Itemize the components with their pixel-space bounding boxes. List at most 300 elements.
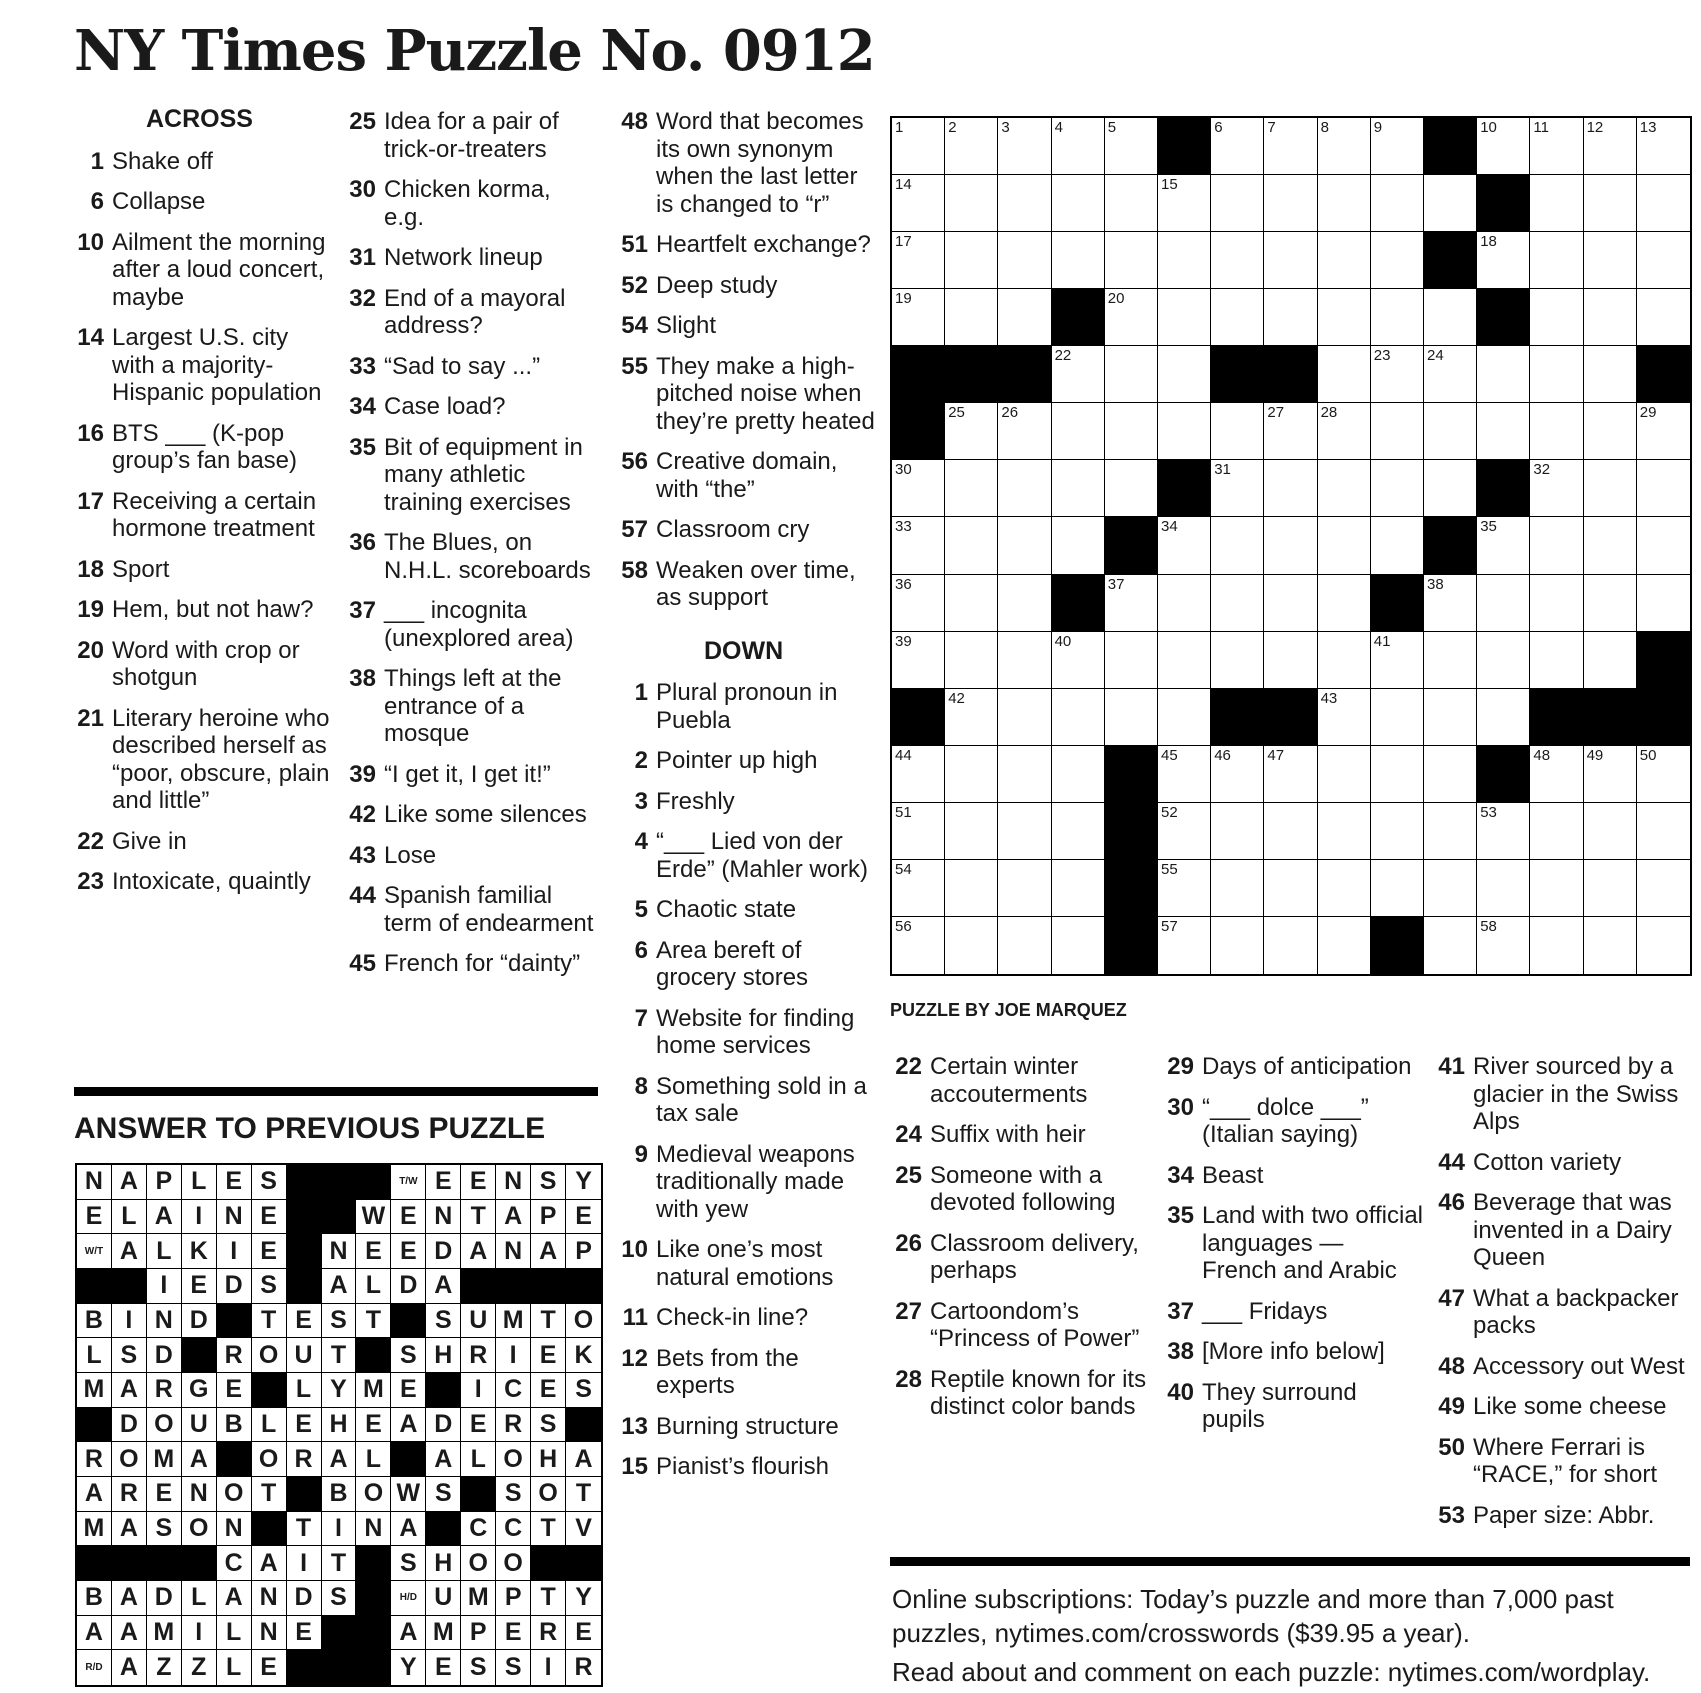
grid-cell[interactable] (1052, 632, 1105, 689)
grid-cell[interactable] (998, 460, 1051, 517)
grid-cell[interactable] (1584, 232, 1637, 289)
grid-cell[interactable] (1530, 860, 1583, 917)
answer-cell (77, 1650, 112, 1685)
grid-cell[interactable] (1158, 289, 1211, 346)
clue-item[interactable] (344, 842, 596, 870)
answer-letter: I (160, 1271, 168, 1300)
grid-cell[interactable] (1530, 289, 1583, 346)
clue-item[interactable] (616, 1304, 876, 1332)
clue-item[interactable] (616, 557, 876, 612)
grid-cell[interactable] (1637, 175, 1690, 232)
grid-cell[interactable] (1530, 517, 1583, 574)
clue-number: 55 (621, 352, 648, 380)
grid-cell[interactable] (1477, 346, 1530, 403)
clue-item[interactable] (616, 747, 876, 775)
grid-cell[interactable] (1424, 917, 1477, 974)
grid-cell[interactable] (998, 517, 1051, 574)
grid-cell[interactable] (1371, 632, 1424, 689)
grid-cell[interactable] (1105, 289, 1158, 346)
grid-cell[interactable] (1477, 917, 1530, 974)
answer-cell (426, 1234, 461, 1269)
grid-cell[interactable] (1584, 289, 1637, 346)
grid-cell[interactable] (1264, 803, 1317, 860)
clue-item[interactable] (1162, 1094, 1424, 1149)
clue-item[interactable] (1433, 1434, 1695, 1489)
answer-letter: Y (330, 1375, 347, 1404)
grid-cell[interactable] (1318, 346, 1371, 403)
grid-cell[interactable] (1264, 860, 1317, 917)
clue-item[interactable] (616, 1453, 876, 1481)
grid-cell[interactable] (1424, 289, 1477, 346)
grid-cell[interactable] (1264, 746, 1317, 803)
grid-cell[interactable] (1318, 118, 1371, 175)
clue-item[interactable] (616, 896, 876, 924)
grid-cell[interactable] (1637, 403, 1690, 460)
answer-letter: M (502, 1305, 524, 1334)
grid-cell[interactable] (998, 860, 1051, 917)
grid-cell[interactable] (1318, 175, 1371, 232)
grid-cell[interactable] (1530, 575, 1583, 632)
grid-cell[interactable] (945, 289, 998, 346)
grid-cell[interactable] (1052, 689, 1105, 746)
grid-cell[interactable] (1530, 460, 1583, 517)
grid-cell[interactable] (1264, 632, 1317, 689)
clue-item[interactable] (616, 1141, 876, 1224)
clue-item[interactable] (1162, 1338, 1424, 1366)
grid-cell[interactable] (1637, 575, 1690, 632)
grid-cell[interactable] (945, 917, 998, 974)
grid-cell[interactable] (945, 517, 998, 574)
clue-item[interactable] (344, 950, 596, 978)
clue-item[interactable] (1162, 1379, 1424, 1434)
grid-cell[interactable] (1584, 460, 1637, 517)
grid-cell[interactable] (1105, 632, 1158, 689)
grid-cell[interactable] (945, 689, 998, 746)
grid-cell[interactable] (998, 803, 1051, 860)
grid-cell[interactable] (1584, 632, 1637, 689)
clue-item[interactable] (616, 1073, 876, 1128)
clue-item[interactable] (344, 434, 596, 517)
grid-cell[interactable] (1158, 517, 1211, 574)
grid-cell[interactable] (1318, 689, 1371, 746)
grid-cell[interactable] (1052, 403, 1105, 460)
clue-item[interactable] (344, 882, 596, 937)
grid-cell[interactable] (1371, 232, 1424, 289)
grid-cell[interactable] (1318, 803, 1371, 860)
clue-item[interactable] (1433, 1353, 1695, 1381)
clue-item[interactable] (74, 148, 336, 176)
grid-cell[interactable] (1264, 232, 1317, 289)
clue-item[interactable] (344, 597, 596, 652)
grid-cell[interactable] (1371, 860, 1424, 917)
grid-cell[interactable] (1477, 689, 1530, 746)
grid-cell[interactable] (1052, 232, 1105, 289)
grid-cell[interactable] (1105, 175, 1158, 232)
grid-cell[interactable] (1371, 175, 1424, 232)
grid-cell[interactable] (892, 289, 945, 346)
grid-cell[interactable] (892, 746, 945, 803)
grid-cell[interactable] (1318, 860, 1371, 917)
grid-cell[interactable] (1584, 175, 1637, 232)
grid-cell[interactable] (1105, 575, 1158, 632)
grid-cell[interactable] (1424, 460, 1477, 517)
clue-item[interactable] (344, 761, 596, 789)
grid-cell[interactable] (1211, 860, 1264, 917)
grid-cell[interactable] (998, 118, 1051, 175)
grid-cell[interactable] (1424, 632, 1477, 689)
grid-cell[interactable] (1211, 460, 1264, 517)
grid-cell[interactable] (1530, 175, 1583, 232)
grid-cell[interactable] (1318, 746, 1371, 803)
grid-cell[interactable] (1637, 860, 1690, 917)
grid-cell[interactable] (892, 575, 945, 632)
clue-item[interactable] (344, 353, 596, 381)
grid-cell[interactable] (892, 232, 945, 289)
clue-item[interactable] (344, 285, 596, 340)
clue-item[interactable] (74, 828, 336, 856)
clue-item[interactable] (74, 556, 336, 584)
grid-cell[interactable] (1637, 289, 1690, 346)
grid-cell[interactable] (1318, 517, 1371, 574)
answer-letter: I (230, 1236, 238, 1265)
clue-item[interactable] (616, 828, 876, 883)
grid-cell[interactable] (892, 460, 945, 517)
grid-cell[interactable] (1477, 517, 1530, 574)
clue-item[interactable] (344, 176, 596, 231)
grid-cell[interactable] (1637, 803, 1690, 860)
clue-number: 56 (621, 448, 648, 475)
grid-cell[interactable] (945, 175, 998, 232)
grid-cell[interactable] (1158, 689, 1211, 746)
grid-cell[interactable] (1371, 346, 1424, 403)
grid-cell[interactable] (1211, 746, 1264, 803)
grid-cell[interactable] (1318, 917, 1371, 974)
clue-item[interactable] (616, 1236, 876, 1291)
clue-item[interactable] (616, 516, 876, 544)
clue-item[interactable] (1433, 1285, 1695, 1340)
grid-cell[interactable] (1424, 346, 1477, 403)
grid-cell[interactable] (1158, 860, 1211, 917)
answer-cell (566, 1616, 601, 1651)
grid-cell[interactable] (1584, 575, 1637, 632)
clue-item[interactable] (74, 420, 336, 475)
clue-item[interactable] (1162, 1298, 1424, 1326)
clue-item[interactable] (890, 1230, 1152, 1285)
grid-cell[interactable] (1052, 517, 1105, 574)
grid-cell[interactable] (1318, 289, 1371, 346)
clue-text: Literary heroine who described herself as “poor, obscure, plain and little” (112, 704, 330, 814)
grid-cell[interactable] (945, 460, 998, 517)
grid-cell[interactable] (1211, 575, 1264, 632)
grid-cell[interactable] (1584, 403, 1637, 460)
grid-cell[interactable] (1584, 860, 1637, 917)
grid-cell[interactable] (1318, 575, 1371, 632)
grid-cell[interactable] (998, 289, 1051, 346)
grid-cell[interactable] (892, 517, 945, 574)
answer-cell (461, 1442, 496, 1477)
grid-cell[interactable] (998, 575, 1051, 632)
grid-cell[interactable] (1371, 517, 1424, 574)
grid-cell[interactable] (998, 746, 1051, 803)
grid-cell[interactable] (998, 689, 1051, 746)
grid-cell[interactable] (1477, 860, 1530, 917)
grid-cell[interactable] (1052, 118, 1105, 175)
clue-item[interactable] (616, 788, 876, 816)
clue-item[interactable] (616, 312, 876, 340)
grid-cell[interactable] (1052, 460, 1105, 517)
answer-letter: L (365, 1271, 382, 1300)
grid-cell[interactable] (1530, 232, 1583, 289)
grid-cell[interactable] (1637, 232, 1690, 289)
grid-cell[interactable] (1637, 460, 1690, 517)
answer-cell (217, 1234, 252, 1269)
grid-cell[interactable] (1371, 689, 1424, 746)
clue-item[interactable] (74, 637, 336, 692)
puzzle-title: NY Times Puzzle No. 0912 (74, 18, 875, 84)
grid-cell[interactable] (892, 917, 945, 974)
grid-cell[interactable] (1158, 175, 1211, 232)
grid-cell[interactable] (1105, 118, 1158, 175)
grid-cell[interactable] (945, 403, 998, 460)
answer-cell (356, 1512, 391, 1547)
grid-cell[interactable] (1158, 403, 1211, 460)
grid-cell[interactable] (945, 575, 998, 632)
grid-cell[interactable] (945, 803, 998, 860)
grid-cell[interactable] (945, 860, 998, 917)
answer-black-square (322, 1200, 357, 1235)
grid-cell[interactable] (1637, 917, 1690, 974)
grid-cell[interactable] (1158, 746, 1211, 803)
grid-cell[interactable] (945, 232, 998, 289)
grid-cell[interactable] (1584, 346, 1637, 403)
grid-cell[interactable] (1424, 175, 1477, 232)
grid-cell[interactable] (892, 860, 945, 917)
grid-cell[interactable] (998, 232, 1051, 289)
clue-item[interactable] (344, 108, 596, 163)
grid-cell[interactable] (1158, 803, 1211, 860)
clue-item[interactable] (74, 488, 336, 543)
clue-item[interactable] (616, 1005, 876, 1060)
clue-item[interactable] (74, 868, 336, 896)
grid-cell[interactable] (1264, 118, 1317, 175)
grid-cell[interactable] (998, 917, 1051, 974)
clue-item[interactable] (890, 1053, 1152, 1108)
grid-cell[interactable] (1530, 803, 1583, 860)
grid-cell[interactable] (1637, 118, 1690, 175)
grid-cell[interactable] (1211, 917, 1264, 974)
grid-cell[interactable] (1052, 917, 1105, 974)
grid-cell[interactable] (1264, 575, 1317, 632)
grid-cell[interactable] (1371, 746, 1424, 803)
clue-text: Pianist’s flourish (656, 1453, 829, 1480)
grid-cell[interactable] (1318, 232, 1371, 289)
clue-item[interactable] (616, 108, 876, 218)
grid-cell[interactable] (892, 175, 945, 232)
clue-item[interactable] (890, 1366, 1152, 1421)
grid-cell[interactable] (1530, 118, 1583, 175)
grid-cell[interactable] (1052, 803, 1105, 860)
grid-cell[interactable] (892, 803, 945, 860)
grid-cell[interactable] (1530, 632, 1583, 689)
grid-cell[interactable] (945, 118, 998, 175)
grid-cell[interactable] (1584, 118, 1637, 175)
grid-cell[interactable] (998, 632, 1051, 689)
clue-item[interactable] (74, 705, 336, 815)
grid-cell[interactable] (1264, 460, 1317, 517)
clue-item[interactable] (616, 272, 876, 300)
clue-text: Paper size: Abbr. (1473, 1501, 1655, 1529)
grid-cell[interactable] (1584, 746, 1637, 803)
grid-cell[interactable] (1264, 917, 1317, 974)
answer-cell (287, 1512, 322, 1547)
grid-cell[interactable] (1264, 175, 1317, 232)
grid-cell[interactable] (1052, 746, 1105, 803)
grid-cell[interactable] (1530, 346, 1583, 403)
answer-letter: O (154, 1409, 174, 1438)
grid-cell[interactable] (998, 403, 1051, 460)
clue-item[interactable] (344, 801, 596, 829)
grid-cell[interactable] (1530, 917, 1583, 974)
clue-item[interactable] (344, 665, 596, 748)
answer-letter: E (365, 1236, 382, 1265)
clue-item[interactable] (1162, 1162, 1424, 1190)
grid-cell[interactable] (1211, 632, 1264, 689)
clue-item[interactable] (1433, 1393, 1695, 1421)
clue-item[interactable] (1433, 1189, 1695, 1272)
clue-number: 20 (77, 636, 104, 664)
answer-cell (112, 1442, 147, 1477)
grid-cell[interactable] (945, 632, 998, 689)
grid-cell[interactable] (1477, 232, 1530, 289)
grid-cell[interactable] (1105, 346, 1158, 403)
clue-item[interactable] (616, 1413, 876, 1441)
clue-item[interactable] (616, 231, 876, 259)
answer-letter: L (470, 1444, 486, 1473)
answer-cell (531, 1650, 566, 1685)
grid-cell[interactable] (1424, 403, 1477, 460)
clue-item[interactable] (1162, 1053, 1424, 1081)
grid-cell[interactable] (1424, 803, 1477, 860)
grid-cell[interactable] (1477, 575, 1530, 632)
clue-item[interactable] (1162, 1202, 1424, 1285)
answer-cell (287, 1442, 322, 1477)
clue-item[interactable] (1433, 1149, 1695, 1177)
clue-item[interactable] (616, 353, 876, 436)
clue-item[interactable] (890, 1121, 1152, 1149)
grid-cell[interactable] (1158, 575, 1211, 632)
clue-item[interactable] (1433, 1053, 1695, 1136)
grid-cell[interactable] (1637, 517, 1690, 574)
grid-cell[interactable] (1158, 346, 1211, 403)
clue-item[interactable] (890, 1298, 1152, 1353)
answer-letter: A (119, 1583, 138, 1612)
grid-cell[interactable] (1105, 232, 1158, 289)
answer-letter: D (224, 1271, 243, 1300)
clue-item[interactable] (616, 937, 876, 992)
grid-cell[interactable] (1052, 860, 1105, 917)
grid-cell[interactable] (1477, 118, 1530, 175)
grid-cell[interactable] (1211, 403, 1264, 460)
cell-number: 15 (1161, 176, 1178, 194)
grid-cell[interactable] (1105, 403, 1158, 460)
clue-item[interactable] (344, 393, 596, 421)
grid-cell[interactable] (1584, 803, 1637, 860)
clue-number: 25 (349, 108, 376, 135)
answer-cell (356, 1442, 391, 1477)
clue-item[interactable] (890, 1162, 1152, 1217)
clue-item[interactable] (74, 188, 336, 216)
clue-item[interactable] (74, 324, 336, 407)
grid-cell[interactable] (1371, 118, 1424, 175)
grid-cell[interactable] (1424, 575, 1477, 632)
grid-cell[interactable] (1105, 460, 1158, 517)
answer-cell (182, 1512, 217, 1547)
grid-cell[interactable] (1211, 118, 1264, 175)
answer-cell (322, 1338, 357, 1373)
clue-item[interactable] (616, 448, 876, 503)
grid-cell[interactable] (945, 746, 998, 803)
grid-cell[interactable] (1105, 689, 1158, 746)
grid-cell[interactable] (1158, 232, 1211, 289)
grid-cell[interactable] (1371, 289, 1424, 346)
clue-item[interactable] (616, 1345, 876, 1400)
grid-cell[interactable] (1211, 232, 1264, 289)
grid-cell[interactable] (1158, 632, 1211, 689)
grid-cell[interactable] (1424, 860, 1477, 917)
grid-cell[interactable] (1530, 746, 1583, 803)
grid-cell[interactable] (892, 632, 945, 689)
clue-item[interactable] (74, 596, 336, 624)
grid-cell[interactable] (1371, 460, 1424, 517)
grid-cell[interactable] (1424, 746, 1477, 803)
answer-cell (287, 1408, 322, 1443)
grid-cell[interactable] (1264, 517, 1317, 574)
grid-cell[interactable] (1158, 917, 1211, 974)
grid-cell[interactable] (1477, 403, 1530, 460)
grid-cell[interactable] (1530, 403, 1583, 460)
grid-cell[interactable] (892, 118, 945, 175)
grid-cell[interactable] (1424, 689, 1477, 746)
answer-letter: O (189, 1513, 209, 1542)
grid-cell[interactable] (1637, 746, 1690, 803)
grid-cell[interactable] (1371, 403, 1424, 460)
grid-cell[interactable] (1584, 517, 1637, 574)
grid-cell[interactable] (1052, 346, 1105, 403)
clue-item[interactable] (1433, 1502, 1695, 1530)
clue-item[interactable] (74, 229, 336, 312)
grid-cell[interactable] (1264, 403, 1317, 460)
grid-cell[interactable] (1371, 803, 1424, 860)
answer-letter: E (400, 1375, 417, 1404)
clue-item[interactable] (616, 679, 876, 734)
grid-cell[interactable] (1211, 803, 1264, 860)
clue-item[interactable] (344, 529, 596, 584)
grid-cell[interactable] (1477, 632, 1530, 689)
grid-cell[interactable] (1584, 917, 1637, 974)
grid-cell[interactable] (1211, 175, 1264, 232)
clue-item[interactable] (344, 244, 596, 272)
grid-cell[interactable] (998, 175, 1051, 232)
grid-cell[interactable] (1318, 403, 1371, 460)
grid-cell[interactable] (1264, 289, 1317, 346)
crossword-grid[interactable] (890, 116, 1692, 976)
grid-cell[interactable] (1211, 289, 1264, 346)
grid-cell[interactable] (1477, 803, 1530, 860)
grid-cell[interactable] (1052, 175, 1105, 232)
grid-cell[interactable] (1211, 517, 1264, 574)
grid-cell[interactable] (1318, 632, 1371, 689)
grid-cell[interactable] (1318, 460, 1371, 517)
